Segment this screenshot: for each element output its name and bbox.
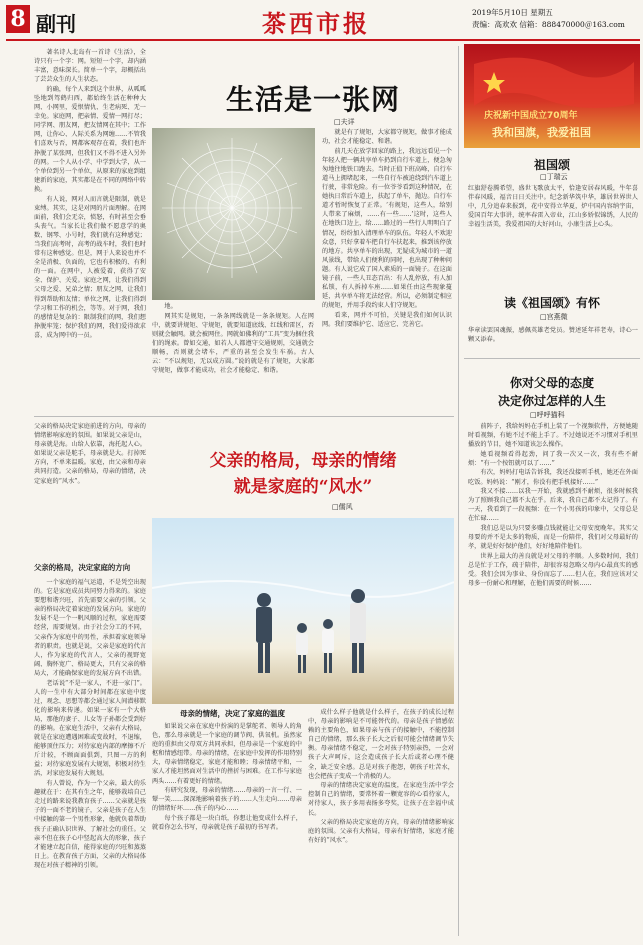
paragraph: 我们总是以为只要多赚点钱就能让父母安度晚年。其实父母要的并不是太多的物质，而是一份陪伴，我们对父母最好的孝，就是好好保护他们，好好地陪伴他们。 bbox=[468, 525, 638, 551]
spiderweb-photo bbox=[152, 128, 315, 300]
article1-col2 bbox=[152, 302, 314, 410]
paragraph: 母亲的情绪决定家庭的温度，在家庭生活中学会控制自己的情绪，要常怀着一颗宽容的心看待家人，对待家人，孩子多用表扬多夸奖，让孩子在幸福中成长。 bbox=[308, 782, 454, 817]
photo-caption: 母亲的情绪，决定了家庭的温度 bbox=[180, 709, 285, 718]
poem1-title: 祖国颂 bbox=[533, 158, 570, 172]
header-info bbox=[472, 7, 640, 31]
article2-subhead1: 父亲的格局，决定家庭的方向 bbox=[34, 563, 131, 572]
paragraph: 我又不接……以我一开始，我就感到不耐烦，很多时候我为了照顾我自己都不太在乎。后来，我自己都不太记得了。有一天，我看到了一段视频：在一个小男孩的印象中，父母总是在忙碌…… bbox=[468, 488, 638, 523]
poem2-title: 读《祖国颂》有怀 bbox=[503, 296, 600, 310]
page-number: 8 bbox=[6, 5, 30, 33]
anniversary-banner bbox=[464, 44, 640, 148]
paragraph: 的确，每个人来到这个世界，从呱呱坠地到驾鹤归西，都始终生活在种种大网、小网里，爱恨情仇、生老病死、无一幸免。家庭网，把亲情、爱情一网打尽；同学网、朋友网，把友情网在其中；工作网，让你心、人际关系为网缠……不管我们喜欢与否，网都客观存在着，我们也许挣脱了某张网，但我们又不得不进入另外的网。一个人从小学、中学到大学，从一个单位到另一个单位，从原来的家庭到组建新的家庭，其实都是在不同的网络中转换。 bbox=[34, 85, 146, 193]
paragraph: 有人说，网对人而言就是限制，就是束缚。其实，这是对网的片面理解。在网面前，我们会无奈，愤怒，有时甚至会垂头丧气。当家长让我们做不愿意学的奥数、钢琴、小号时，我们就有这种感觉；当我们高考时，高考的战车时，我们也时常有这种感觉。但是，网于人来说也并不全是消极、负面的，它也有积极的、有利的一面。在网中，人被爱着，获得了安全、保护、关爱。家庭之网，让我们得到父母之爱、兄弟之情；朋友之网，让我们得到帮助和友情；单位之网，让我们得到学习和工作的机会，等等。对于网，我们的感情是复杂的：限制我们的网，我们想挣脱牢笼；保护我们的网，我们爱得欲求喜，成为网中的一员。 bbox=[34, 195, 146, 339]
paragraph: 成什么样子他就是什么样子，在孩子的成长过程中，母亲的影响是不可能替代的。母亲是孩子情感依赖的主要角色，如果母亲与孩子的接触中，不能控制自己的情绪，那么孩子长大之后很可能会情绪调节失衡。母亲情绪不稳定，一会对孩子特别亲热，一会对孩子大声呵斥，这会造成孩子长大后或者心理不健全，缺乏安全感。总是对孩子抱怨，朝孩子吐苦水，也会把孩子变成一个消极的人。 bbox=[308, 709, 454, 780]
column-divider bbox=[458, 46, 459, 936]
poem1-text: 红旗舒卷腾希望，盛世飞歌放太平，恰逢安居春风暖，牛年喜伴春风暖，福音日日关注中。纪念新华筑中华，雄居世界世人中，几分追春来报到，花中安得立华夏，炉中国内容纳宇宙，爱国百年大事讲，统率春雷入帝业，江山多娇似锦绣，人民的幸福生活美，我爱祖国的大好河山，小康生活上心头。 bbox=[468, 185, 638, 229]
paragraph: 就是有了规矩，大家都守规矩，做事才能成功，社会才能稳定、和谐。 bbox=[322, 129, 452, 146]
paragraph: 如果说父亲在家庭中扮演的是掌舵者、领导人的角色，那么母亲就是一个家庭的调节阀、供氧机。虽然家庭的重担由父母双方共同承担，但母亲是一个家庭的中枢和情感纽带。母亲的情绪，在家庭中发挥的作用特别大，母亲情绪稳定，家庭才能和睦；母亲情绪平和，一家人才能坦然面对生活中的挫折与困难。在工作与家庭两头……有着更好的情绪。 bbox=[152, 723, 302, 785]
issue-date: 2019年5月10日 星期五 bbox=[472, 8, 553, 17]
side-article-text bbox=[468, 422, 638, 940]
family-silhouette bbox=[152, 518, 454, 704]
family-photo bbox=[152, 518, 454, 704]
paragraph: 前阵子，我给妈妈在手机上装了一个视频软件，方便她随时看视频，有她不过不能上手了。不过她说还不习惯对手机里播放的节目，她不知道该怎么操作。 bbox=[468, 423, 638, 449]
paragraph: 看来，网并不可怕，关键是我们如何认识网。我们要维护它、适应它、完善它。 bbox=[322, 311, 452, 328]
paragraph: 有次，妈妈打电话告诉我，我还没接听手机，她还在外面吃饭。妈妈说：“刚才，你没有把手机接好……” bbox=[468, 469, 638, 486]
paragraph: 有研究发现，母亲的情绪……母亲的一言一行、一颦一笑……深深地影响着孩子的……人生走向……母亲的情绪好坏……孩子的内心…… bbox=[152, 787, 302, 813]
paragraph: 世界上最大的善良就是对父母的孝顺。人多数时间，我们总是忙于工作，疏于陪伴，却很容易忽略父母内心最真实的感受。我们会因为事业、身份而忘了……但人在，我们应该对父母多一份耐心和理解，在他们需要的时候…… bbox=[468, 552, 638, 588]
banner-line2: 我和国旗，我爱祖国 bbox=[492, 126, 591, 139]
section-divider bbox=[34, 416, 454, 417]
side-article-title-1: 你对父母的态度 bbox=[509, 376, 594, 390]
article1-author: □夫详 bbox=[334, 118, 355, 126]
poem2-text: 华章读罢国魂振，感佩英雄老党员。赞述延年祥老寿，诗心一颗又添春。 bbox=[468, 327, 638, 344]
paragraph: 地。 bbox=[164, 303, 177, 310]
newspaper-masthead: 茶西市报 bbox=[262, 9, 370, 38]
paragraph: 她看视频看得起劲，问了我一次又一次，我有些不耐烦：“有一个按钮就可以了……” bbox=[468, 450, 638, 467]
poem2-author: □宫燕微 bbox=[540, 313, 568, 321]
article2-title-line2: 就是家庭的“风水” bbox=[233, 477, 373, 497]
sidebar-divider bbox=[464, 358, 640, 359]
paragraph: 著名诗人北岛有一首诗《生活》，全诗只有一个字：网。短短一个字，却内涵丰富，意味深长。简单一个字，却概括出了芸芸众生的人生状态。 bbox=[34, 49, 146, 84]
side-article-title-2: 决定你过怎样的人生 bbox=[497, 394, 606, 408]
paragraph: 老话说“不是一家人，不进一家门”。人的一生中有大部分时间都在家庭中度过，观念、思想等都会通过家人间潜移默化的影响来传递。如果一家有一个大格局，那他的妻子、儿女等子孙都会受到好的影响。在家庭生活中，父亲有大格局，就是在家庭遭遇困难或变故时，不退缩，能够顶住压力；对待家庭内部的摩擦不斤斤计较，不顾面面俱到，只图一方的利益；对待家庭发展有大规划，积极对待生活，对家庭发展有大规划。 bbox=[34, 679, 146, 778]
paragraph: 每个孩子都是一块白纸，你想让他变成什么样子，就看你怎么书写，母亲就是孩子最初的书写者。 bbox=[152, 814, 302, 832]
paragraph: 网其实是规矩，一条条网线就是一条条规矩。人在网中，就要讲规矩、守规矩，就要知道底线、红线和雷区，否则就会触网。就会被网住。网就如佛利的“工具”变为捆住我们的绳索。曾如交通，如若人人都遵守交通规则，交通就会顺畅，否则就会堵车，严重的甚至会发生车祸。古人云：“不以规矩，无以成方圆。”说的就是有了规矩，大家都守规矩，做事才能成功，社会才能稳定、和谐。 bbox=[152, 312, 314, 375]
article1-col3 bbox=[322, 128, 452, 410]
paragraph: 有人曾说，作为一个父亲，最大的乐趣就在于：在其有生之年，能够栽培自己走过的路来说我教育孩子……父亲就是孩子的一面不老的镜子，父亲是孩子在人生中接触的第一个男性形象，他就负着帮助孩子正确认识世界、了解社会的重任。父亲不但在孩子心中竖起高大的形象，孩子才能建立起自信，能得家庭的兴旺和蒸蒸日上。在教育孩子方面，父亲的大格局体现在对孩子精神的引领。 bbox=[34, 780, 146, 869]
article2-intro: 父亲的格局决定家庭前进的方向，母亲的情绪影响家庭的氛围。如果说父亲是山，母亲就是海。山给人依靠，海托起人心。如果说父亲是舵手，母亲就是大。打掉死方向，不单来温暖。家庭，由父亲和母亲共同打造。父亲的格局，母亲的情绪，决定家庭的“风水”。 bbox=[34, 423, 146, 485]
article2-title-line1: 父亲的格局，母亲的情绪 bbox=[209, 451, 397, 471]
article2-col1 bbox=[34, 578, 146, 938]
paragraph: 父亲的格局决定家庭的方向，母亲的情绪影响家庭的氛围。父亲有大格局，母亲有好情绪，家庭才能有好的“风水”。 bbox=[308, 819, 454, 845]
editor-contact: 责编：高欢欢 信箱：888470000＠163.com bbox=[472, 20, 625, 29]
paragraph: 前几天在放学回家的路上，我远远看见一个年轻人把一辆共享单车扔到自行车道上，便急匆匆地往地铁口跑去。当时正值下班高峰，自行车道马上拥堵起来，一些自行车被迫绕到汽车道上行驶，非常危险。有一位爷爷看到这种情况，在她执日常后车道上，扶起了单车，抛边。自行车道才暂时恢复了正常。‘有规矩，这些人，给别人带来了麻烦，……有一些……’这时，这些人在地铁口边上，给……路过的一些行人明明白了情况，纷纷加入清理单车的队伍。年轻人不欢迎众意，只好拿着车把自行车扶起来，推到该停放的地方。共享单车的出现，无疑成为城市的一道风景线，带给人们便利的同时，也出现了种种问题。有人说它成了国人素质的一面镜子。在这面镜子前，一些人丑态百出：有人乱停放，有人加私锁，有人拆掉车座……如果任由这些现象蔓延，共享单车将无法经营。所以，必须制定相应的规矩，并用手段约束人们守规矩。 bbox=[322, 147, 452, 310]
header-rule bbox=[6, 39, 640, 41]
spiderweb-graphic bbox=[152, 128, 315, 300]
section-title: 副刊 bbox=[36, 12, 76, 36]
article2-author: □儒风 bbox=[332, 503, 353, 511]
article2-col2 bbox=[152, 722, 302, 938]
article1-col1 bbox=[34, 48, 146, 340]
poem1-author: □丁瑞云 bbox=[540, 173, 568, 181]
banner-line1: 庆祝新中国成立70周年 bbox=[484, 111, 578, 121]
article1-title: 生活是一张网 bbox=[226, 83, 401, 116]
article2-col3 bbox=[308, 708, 454, 938]
side-article-author: □呼呼猫科 bbox=[530, 411, 565, 419]
paragraph: 一个家庭的福气运道，不是凭空出现的。它是家庭成员共同努力得来的。家庭要想和谐兴旺，首先需要父亲的引领。父亲的格局决定着家庭的发展方向。家庭的发展不是一个一帆风顺的过程，家庭需要经营，需要规划。由于社会分工的不同，父亲作为家庭中的男性，承担着家庭领导者的职责。也就是说，父亲是家庭的代言人，作为家庭的代言人，父亲的视野宽阔、胸怀宽广、格局更大，只有父亲的格局大，才能确保家庭的发展方向不出错。 bbox=[34, 579, 146, 677]
